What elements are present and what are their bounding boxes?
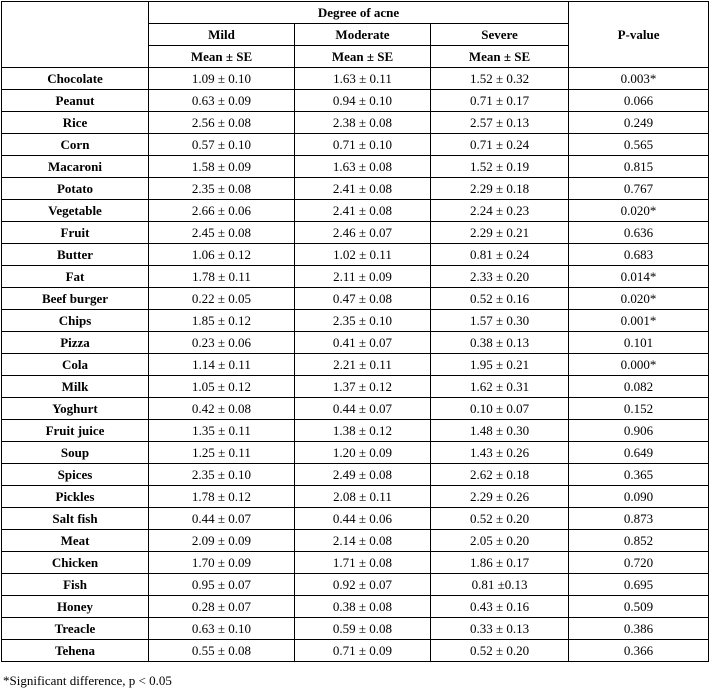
severe-value-cell: 0.52 ± 0.20 xyxy=(431,640,569,662)
severe-value-cell: 2.05 ± 0.20 xyxy=(431,530,569,552)
food-name-cell: Butter xyxy=(2,244,149,266)
food-name-cell: Macaroni xyxy=(2,156,149,178)
pvalue-cell: 0.365 xyxy=(569,464,709,486)
severe-value-cell: 0.71 ± 0.17 xyxy=(431,90,569,112)
severe-value-cell: 2.33 ± 0.20 xyxy=(431,266,569,288)
pvalue-cell: 0.020* xyxy=(569,288,709,310)
mild-value-cell: 0.42 ± 0.08 xyxy=(149,398,295,420)
moderate-value-cell: 1.37 ± 0.12 xyxy=(295,376,431,398)
moderate-value-cell: 1.38 ± 0.12 xyxy=(295,420,431,442)
table-row xyxy=(2,310,709,332)
pvalue-cell: 0.683 xyxy=(569,244,709,266)
moderate-value-cell: 0.47 ± 0.08 xyxy=(295,288,431,310)
severe-value-cell: 0.10 ± 0.07 xyxy=(431,398,569,420)
moderate-value-cell: 0.44 ± 0.07 xyxy=(295,398,431,420)
pvalue-cell: 0.090 xyxy=(569,486,709,508)
mild-value-cell: 0.57 ± 0.10 xyxy=(149,134,295,156)
moderate-value-cell: 2.35 ± 0.10 xyxy=(295,310,431,332)
food-name-cell: Meat xyxy=(2,530,149,552)
moderate-value-cell: 1.02 ± 0.11 xyxy=(295,244,431,266)
pvalue-cell: 0.386 xyxy=(569,618,709,640)
food-name-cell: Spices xyxy=(2,464,149,486)
mild-value-cell: 1.78 ± 0.11 xyxy=(149,266,295,288)
moderate-value-cell: 1.71 ± 0.08 xyxy=(295,552,431,574)
subheader-mean-se-moderate: Mean ± SE xyxy=(295,46,431,68)
mild-value-cell: 0.28 ± 0.07 xyxy=(149,596,295,618)
mild-value-cell: 1.14 ± 0.11 xyxy=(149,354,295,376)
table-row xyxy=(2,112,709,134)
table-row xyxy=(2,266,709,288)
food-name-cell: Fish xyxy=(2,574,149,596)
table-row xyxy=(2,222,709,244)
pvalue-cell: 0.000* xyxy=(569,354,709,376)
severe-value-cell: 0.38 ± 0.13 xyxy=(431,332,569,354)
pvalue-cell: 0.767 xyxy=(569,178,709,200)
column-header-moderate: Moderate xyxy=(295,24,431,46)
table-row xyxy=(2,200,709,222)
moderate-value-cell: 1.20 ± 0.09 xyxy=(295,442,431,464)
moderate-value-cell: 2.21 ± 0.11 xyxy=(295,354,431,376)
pvalue-cell: 0.014* xyxy=(569,266,709,288)
mild-value-cell: 1.85 ± 0.12 xyxy=(149,310,295,332)
table-row xyxy=(2,398,709,420)
mild-value-cell: 2.56 ± 0.08 xyxy=(149,112,295,134)
moderate-value-cell: 0.38 ± 0.08 xyxy=(295,596,431,618)
mild-value-cell: 2.45 ± 0.08 xyxy=(149,222,295,244)
severe-value-cell: 1.57 ± 0.30 xyxy=(431,310,569,332)
moderate-value-cell: 2.41 ± 0.08 xyxy=(295,200,431,222)
pvalue-cell: 0.649 xyxy=(569,442,709,464)
moderate-value-cell: 1.63 ± 0.11 xyxy=(295,68,431,90)
table-row xyxy=(2,178,709,200)
pvalue-cell: 0.636 xyxy=(569,222,709,244)
pvalue-cell: 0.906 xyxy=(569,420,709,442)
table-row xyxy=(2,354,709,376)
mild-value-cell: 0.23 ± 0.06 xyxy=(149,332,295,354)
severe-value-cell: 0.52 ± 0.16 xyxy=(431,288,569,310)
table-row xyxy=(2,420,709,442)
acne-food-table xyxy=(1,1,709,662)
mild-value-cell: 1.05 ± 0.12 xyxy=(149,376,295,398)
food-name-cell: Vegetable xyxy=(2,200,149,222)
food-name-cell: Peanut xyxy=(2,90,149,112)
moderate-value-cell: 0.71 ± 0.10 xyxy=(295,134,431,156)
pvalue-cell: 0.852 xyxy=(569,530,709,552)
pvalue-cell: 0.082 xyxy=(569,376,709,398)
mild-value-cell: 2.35 ± 0.10 xyxy=(149,464,295,486)
table-row xyxy=(2,90,709,112)
table-row xyxy=(2,486,709,508)
food-name-cell: Fruit juice xyxy=(2,420,149,442)
mild-value-cell: 2.35 ± 0.08 xyxy=(149,178,295,200)
subheader-mean-se-severe: Mean ± SE xyxy=(431,46,569,68)
table-row xyxy=(2,244,709,266)
food-name-cell: Rice xyxy=(2,112,149,134)
severe-value-cell: 0.43 ± 0.16 xyxy=(431,596,569,618)
table-row xyxy=(2,552,709,574)
severe-value-cell: 2.29 ± 0.18 xyxy=(431,178,569,200)
food-name-cell: Fat xyxy=(2,266,149,288)
column-header-mild: Mild xyxy=(149,24,295,46)
moderate-value-cell: 2.11 ± 0.09 xyxy=(295,266,431,288)
food-name-cell: Yoghurt xyxy=(2,398,149,420)
pvalue-cell: 0.509 xyxy=(569,596,709,618)
pvalue-cell: 0.101 xyxy=(569,332,709,354)
table-row xyxy=(2,464,709,486)
pvalue-cell: 0.873 xyxy=(569,508,709,530)
mild-value-cell: 1.78 ± 0.12 xyxy=(149,486,295,508)
severe-value-cell: 1.43 ± 0.26 xyxy=(431,442,569,464)
food-name-cell: Fruit xyxy=(2,222,149,244)
pvalue-cell: 0.020* xyxy=(569,200,709,222)
moderate-value-cell: 0.92 ± 0.07 xyxy=(295,574,431,596)
severe-value-cell: 0.71 ± 0.24 xyxy=(431,134,569,156)
food-name-cell: Milk xyxy=(2,376,149,398)
severe-value-cell: 2.29 ± 0.26 xyxy=(431,486,569,508)
moderate-value-cell: 2.41 ± 0.08 xyxy=(295,178,431,200)
pvalue-cell: 0.720 xyxy=(569,552,709,574)
mild-value-cell: 2.09 ± 0.09 xyxy=(149,530,295,552)
severe-value-cell: 1.95 ± 0.21 xyxy=(431,354,569,376)
food-name-cell: Tehena xyxy=(2,640,149,662)
table-row xyxy=(2,574,709,596)
food-name-cell: Soup xyxy=(2,442,149,464)
table-row xyxy=(2,508,709,530)
food-name-cell: Honey xyxy=(2,596,149,618)
mild-value-cell: 0.22 ± 0.05 xyxy=(149,288,295,310)
severe-value-cell: 2.62 ± 0.18 xyxy=(431,464,569,486)
food-name-cell: Chicken xyxy=(2,552,149,574)
severe-value-cell: 0.52 ± 0.20 xyxy=(431,508,569,530)
severe-value-cell: 1.62 ± 0.31 xyxy=(431,376,569,398)
pvalue-cell: 0.366 xyxy=(569,640,709,662)
moderate-value-cell: 2.38 ± 0.08 xyxy=(295,112,431,134)
food-name-cell: Cola xyxy=(2,354,149,376)
severe-value-cell: 2.24 ± 0.23 xyxy=(431,200,569,222)
pvalue-cell: 0.066 xyxy=(569,90,709,112)
significance-footnote: *Significant difference, p < 0.05 xyxy=(3,673,172,688)
mild-value-cell: 2.66 ± 0.06 xyxy=(149,200,295,222)
severe-value-cell: 1.52 ± 0.19 xyxy=(431,156,569,178)
moderate-value-cell: 0.94 ± 0.10 xyxy=(295,90,431,112)
moderate-value-cell: 0.71 ± 0.09 xyxy=(295,640,431,662)
pvalue-cell: 0.249 xyxy=(569,112,709,134)
mild-value-cell: 1.25 ± 0.11 xyxy=(149,442,295,464)
moderate-value-cell: 2.08 ± 0.11 xyxy=(295,486,431,508)
group-header-degree-of-acne: Degree of acne xyxy=(149,2,569,24)
food-name-cell: Chips xyxy=(2,310,149,332)
mild-value-cell: 1.09 ± 0.10 xyxy=(149,68,295,90)
table-row xyxy=(2,332,709,354)
table-row xyxy=(2,68,709,90)
table-header xyxy=(2,2,709,68)
severe-value-cell: 0.81 ± 0.24 xyxy=(431,244,569,266)
moderate-value-cell: 0.44 ± 0.06 xyxy=(295,508,431,530)
food-name-cell: Salt fish xyxy=(2,508,149,530)
moderate-value-cell: 0.59 ± 0.08 xyxy=(295,618,431,640)
table-row xyxy=(2,156,709,178)
table-row xyxy=(2,596,709,618)
moderate-value-cell: 2.14 ± 0.08 xyxy=(295,530,431,552)
mild-value-cell: 1.70 ± 0.09 xyxy=(149,552,295,574)
table-row xyxy=(2,640,709,662)
mild-value-cell: 0.95 ± 0.07 xyxy=(149,574,295,596)
severe-value-cell: 2.57 ± 0.13 xyxy=(431,112,569,134)
pvalue-cell: 0.152 xyxy=(569,398,709,420)
mild-value-cell: 1.35 ± 0.11 xyxy=(149,420,295,442)
moderate-value-cell: 0.41 ± 0.07 xyxy=(295,332,431,354)
table-row xyxy=(2,376,709,398)
severe-value-cell: 1.52 ± 0.32 xyxy=(431,68,569,90)
mild-value-cell: 1.06 ± 0.12 xyxy=(149,244,295,266)
food-name-cell: Chocolate xyxy=(2,68,149,90)
column-header-severe: Severe xyxy=(431,24,569,46)
pvalue-cell: 0.565 xyxy=(569,134,709,156)
food-name-cell: Beef burger xyxy=(2,288,149,310)
severe-value-cell: 2.29 ± 0.21 xyxy=(431,222,569,244)
mild-value-cell: 1.58 ± 0.09 xyxy=(149,156,295,178)
moderate-value-cell: 2.49 ± 0.08 xyxy=(295,464,431,486)
table-row xyxy=(2,530,709,552)
table-body xyxy=(2,68,709,662)
food-name-cell: Pizza xyxy=(2,332,149,354)
table-row xyxy=(2,618,709,640)
mild-value-cell: 0.63 ± 0.09 xyxy=(149,90,295,112)
pvalue-cell: 0.695 xyxy=(569,574,709,596)
subheader-mean-se-mild: Mean ± SE xyxy=(149,46,295,68)
food-name-cell: Pickles xyxy=(2,486,149,508)
moderate-value-cell: 1.63 ± 0.08 xyxy=(295,156,431,178)
column-header-pvalue: P-value xyxy=(569,2,709,68)
header-row-group xyxy=(2,2,709,24)
mild-value-cell: 0.44 ± 0.07 xyxy=(149,508,295,530)
pvalue-cell: 0.001* xyxy=(569,310,709,332)
moderate-value-cell: 2.46 ± 0.07 xyxy=(295,222,431,244)
food-name-cell: Corn xyxy=(2,134,149,156)
severe-value-cell: 0.81 ±0.13 xyxy=(431,574,569,596)
table-row xyxy=(2,134,709,156)
mild-value-cell: 0.55 ± 0.08 xyxy=(149,640,295,662)
severe-value-cell: 1.86 ± 0.17 xyxy=(431,552,569,574)
food-name-cell: Treacle xyxy=(2,618,149,640)
pvalue-cell: 0.003* xyxy=(569,68,709,90)
corner-cell xyxy=(2,2,149,68)
table-row xyxy=(2,442,709,464)
food-name-cell: Potato xyxy=(2,178,149,200)
pvalue-cell: 0.815 xyxy=(569,156,709,178)
severe-value-cell: 0.33 ± 0.13 xyxy=(431,618,569,640)
mild-value-cell: 0.63 ± 0.10 xyxy=(149,618,295,640)
severe-value-cell: 1.48 ± 0.30 xyxy=(431,420,569,442)
table-row xyxy=(2,288,709,310)
